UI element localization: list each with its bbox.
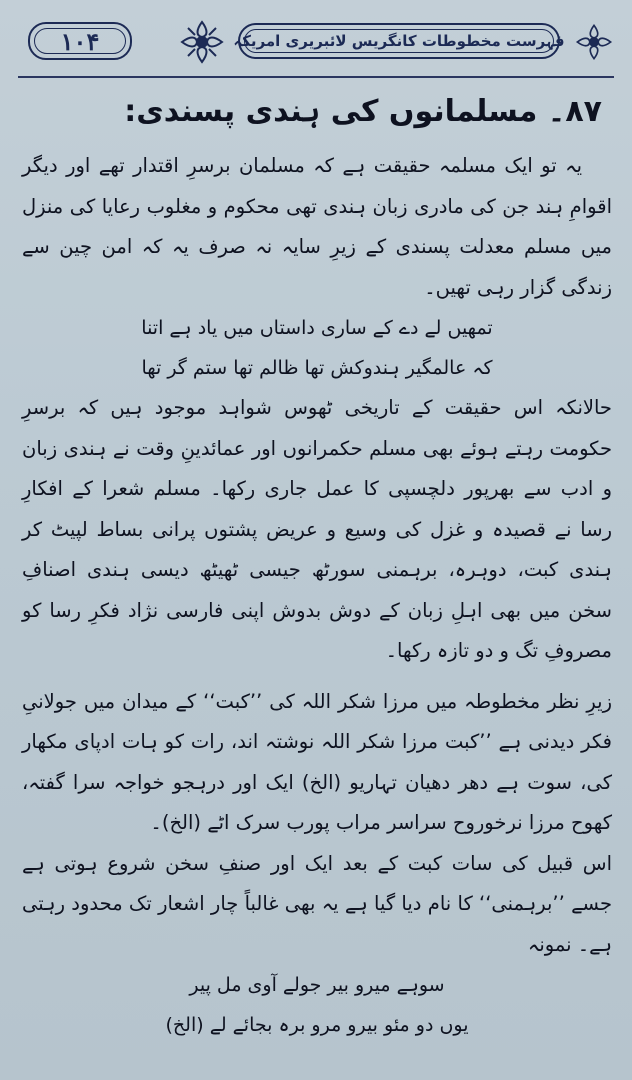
verse-line: سوہے میرو بیر جولے آوی مل پیر [189,974,445,996]
page-number: ۱۰۴ [60,26,100,56]
header-rule [18,76,614,78]
verse-couplet [22,965,612,1045]
paragraph: حالانکہ اس حقیقت کے تاریخی ٹھوس شواہد موجود ہیں کہ برسرِ حکومت رہتے ہوئے بھی مسلم حکمرانوں اور عمائدینِ وقت نے ہندی زبان و ادب سے بھرپور دلچسپی کا عمل جاری رکھا۔ مسلم شعرا کے افکارِ رسا نے قصیدہ و غزل کی وسیع و عریض پشتوں پرانی بساط لپیٹ کر ہندی کبت، دوہرہ، برہمنی سورٹھ جیسی ٹھیٹھ دیسی ہندی اصنافِ سخن میں بھی اہلِ زبان کے دوش بدوش اپنی فارسی نژاد فکرِ رسا کو مصروفِ تگ و دو تازہ رکھا۔ [22,396,612,662]
verse-couplet [22,308,612,388]
paragraph: یہ تو ایک مسلمہ حقیقت ہے کہ مسلمان برسرِ اقتدار تھے اور دیگر اقوامِ ہند جن کی مادری زبان ہندی تھی محکوم و مغلوب رعایا کی منزل میں مسلم معدلت پسندی کے زیرِ سایہ نہ صرف یہ کہ امن چین سے زندگی گزار رہی تھیں۔ [22,154,612,299]
paragraph: اس قبیل کی سات کبت کے بعد ایک اور صنفِ سخن شروع ہوتی ہے جسے ’’برہمنی‘‘ کا نام دیا گیا ہے یہ بھی غالباً چار اشعار تک محدود رہتی ہے۔ نمونہ [22,851,612,956]
section-heading: ۸۷۔ مسلمانوں کی ہندی پسندی: [124,94,602,129]
running-title-frame [233,23,565,59]
verse-line: یوں دو مئو بیرو مرو برہ بجائے لے (الخ) [165,1014,469,1036]
floral-ornament-icon [574,18,614,66]
floral-ornament-icon [178,18,226,66]
page-number-frame [28,22,132,60]
page-body [22,82,612,1045]
paragraph: زیرِ نظر مخطوطہ میں مرزا شکر اللہ کی ’’کبت‘‘ کے میدان میں جولانیِ فکر دیدنی ہے ’’کبت مرزا شکر اللہ نوشتہ اند، رات کو ہات ادپای مکھار کی، سوت ہے دھر دھیان تہاریو (الخ) ایک اور درہجو خواجہ سرا گفتہ، کھوح مرزا نرخوروح سراسر مراب پورب سرک اٹے (الخ)۔ [22,689,612,834]
verse-line: کہ عالمگیر ہندوکش تھا ظالم تھا ستم گر تھا [141,357,493,379]
verse-line: تمھیں لے دے کے ساری داستاں میں یاد ہے اتنا [141,317,493,339]
running-header [18,14,614,72]
running-title: فہرست مخطوطات کانگریس لائبریری امریکہ [233,32,565,50]
